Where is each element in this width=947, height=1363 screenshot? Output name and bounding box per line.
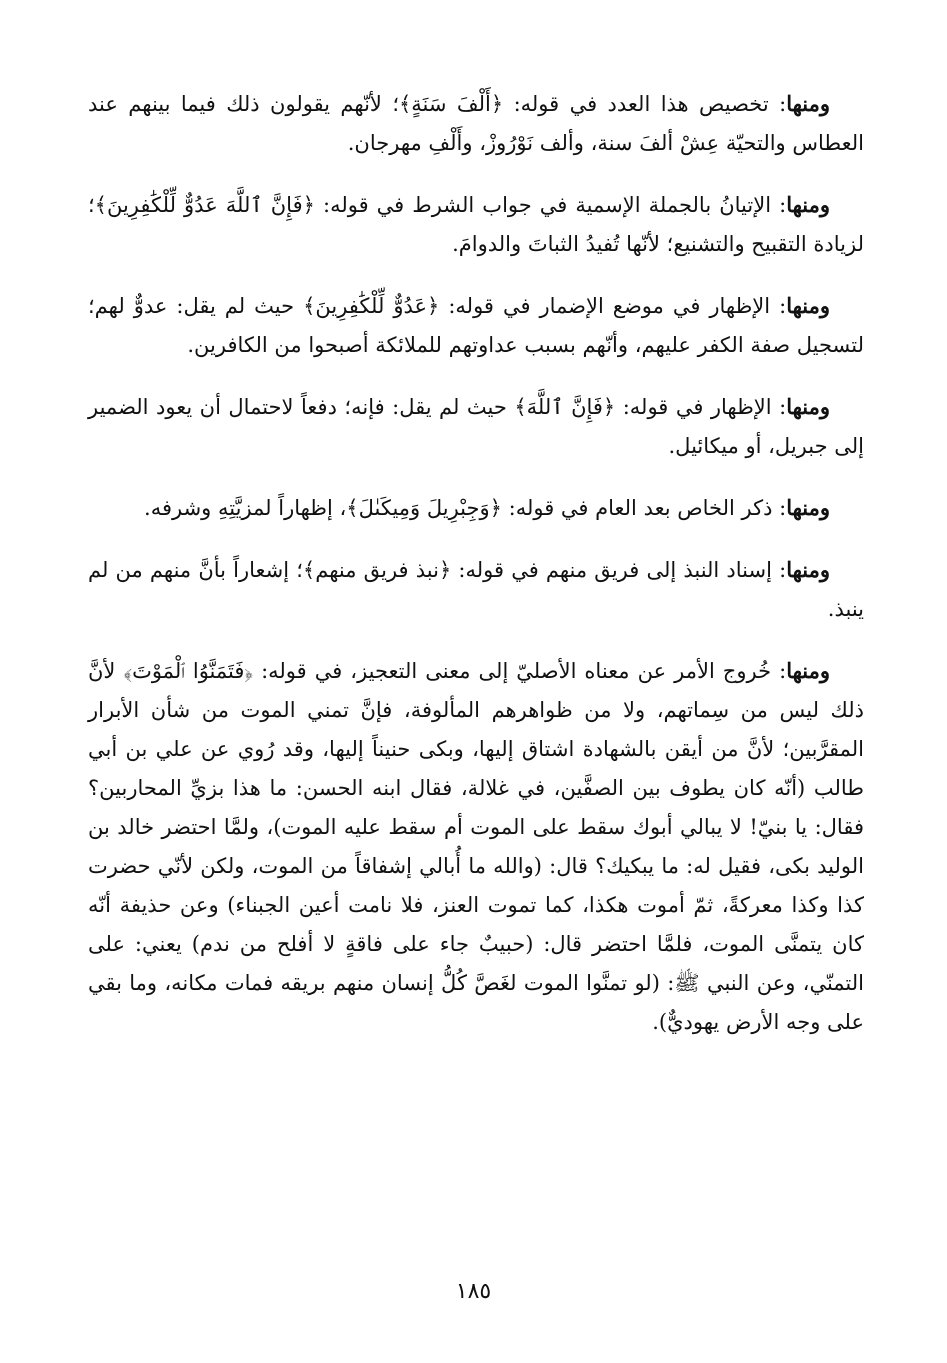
paragraph-lead: ومنها [786,394,830,419]
paragraph-text: : تخصيص هذا العدد في قوله: ﴿أَلْفَ سَنَةٍ﴾؛ لأنّهم يقولون ذلك فيما بينهم عند العطاس والتحيّة عِشْ ألفَ سنة، وألف نَوْرُوزْ، وأَلْفِ مهرجان. [88,92,864,155]
paragraph-lead: ومنها [786,91,830,116]
page-body [88,84,864,1042]
paragraph-7 [88,651,864,1042]
page-number: ١٨٥ [455,1279,492,1304]
paragraph-lead: ومنها [786,495,830,520]
paragraph-3 [88,286,864,365]
paragraph-text: : خُروج الأمر عن معناه الأصليّ إلى معنى التعجيز، في قوله: ﴿فَتَمَنَّوُا ٱلْمَوْتَ﴾ لأنَّ ذلك ليس من سِماتهم، ولا من ظواهرهم المألوفة، فإنَّ تمني الموت من شأن الأبرار المقرَّبين؛ لأنَّ من أيقن بالشهادة اشتاق إليها، وبكى حنيناً إليها، وقد رُوي عن علي بن أبي طالب (أنّه كان يطوف بين الصفَّين، في غلالة، فقال ابنه الحسن: ما هذا بزيِّ المحاربين؟ فقال: يا بنيّ! لا يبالي أبوك سقط على الموت أم سقط عليه الموت)، ولمَّا احتضر خالد بن الوليد بكى، فقيل له: ما يبكيك؟ قال: (والله ما أُبالي إشفاقاً من الموت، ولكن لأنّي حضرت كذا وكذا معركةً، ثمّ أموت هكذا، كما تموت العنز، فلا نامت أعين الجبناء) وعن حذيفة أنّه كان يتمنَّى الموت، فلمَّا احتضر قال: (حبيبٌ جاء على فاقةٍ لا أفلح من ندم) يعني: على التمنّي، وعن النبي ﷺ: (لو تمنَّوا الموت لغَصَّ كُلُّ إنسان منهم بريقه فمات مكانه، وما بقي على وجه الأرض يهوديٌّ). [88,659,865,1034]
paragraph-text: : ذكر الخاص بعد العام في قوله: ﴿وَجِبْرِيلَ وَمِيكَىٰلَ﴾، إظهاراً لمزيَّتِهِ وشرفه. [144,496,787,520]
paragraph-4 [88,387,864,466]
paragraph-lead: ومنها [786,192,830,217]
paragraph-lead: ومنها [786,658,830,683]
paragraph-1 [88,84,864,163]
paragraph-text: : إسناد النبذ إلى فريق منهم في قوله: ﴿نبذ فريق منهم﴾؛ إشعاراً بأنَّ منهم من لم ينبذ. [88,558,864,621]
paragraph-text: : الإظهار في قوله: ﴿فَإِنَّ ٱللَّهَ﴾ حيث لم يقل: فإنه؛ دفعاً لاحتمال أن يعود الضمير إلى جبريل، أو ميكائيل. [88,395,864,458]
paragraph-lead: ومنها [786,293,830,318]
paragraph-text: : الإتيانُ بالجملة الإسمية في جواب الشرط في قوله: ﴿فَإِنَّ ٱللَّهَ عَدُوٌّ لِّلْكَٰفِرِينَ﴾؛ لزيادة التقبيح والتشنيع؛ لأنّها تُفيدُ الثباتَ والدوامَ. [88,193,864,256]
paragraph-5 [88,488,864,528]
paragraph-lead: ومنها [786,557,830,582]
paragraph-2 [88,185,864,264]
paragraph-text: : الإظهار في موضع الإضمار في قوله: ﴿عَدُوٌّ لِّلْكَٰفِرِينَ﴾ حيث لم يقل: عدوٌّ لهم؛ لتسجيل صفة الكفر عليهم، وأنّهم بسبب عداوتهم للملائكة أصبحوا من الكافرين. [88,294,864,357]
paragraph-6 [88,550,864,629]
